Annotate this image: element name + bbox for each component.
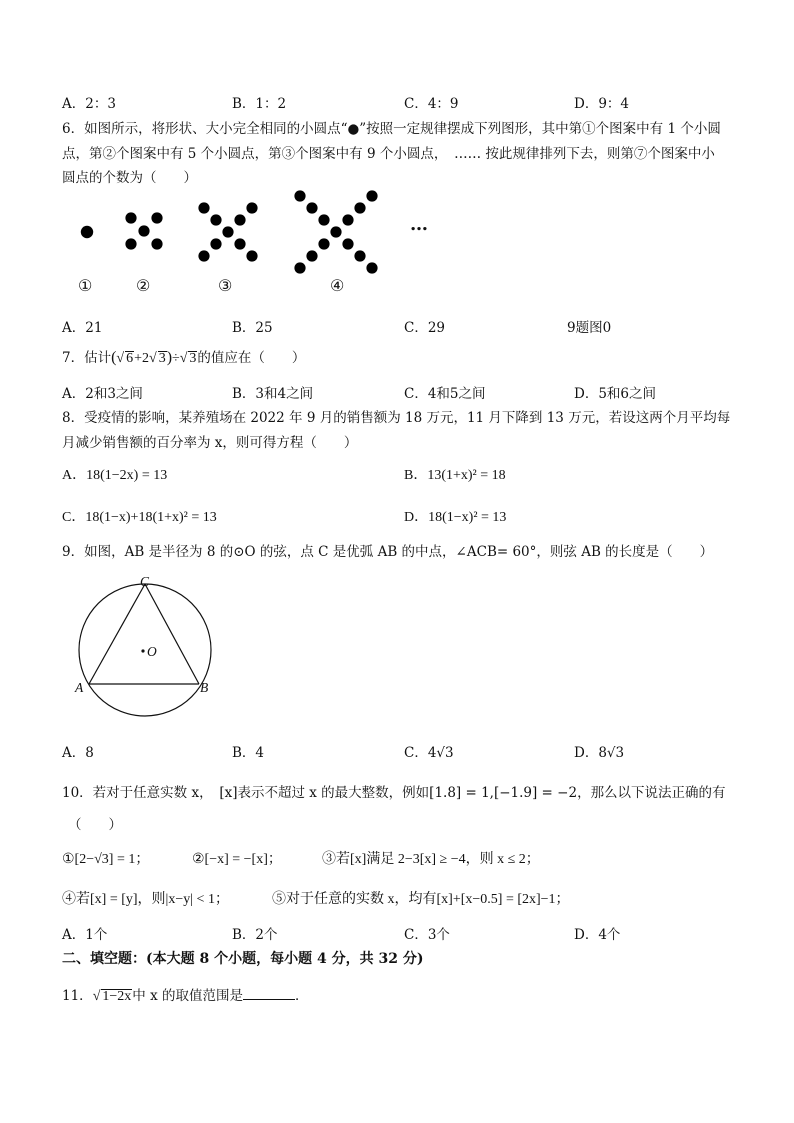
q6-text-line3: 圆点的个数为（ ） [62,170,197,186]
q7-option-b: B．3和4之间 [232,386,314,402]
q8-option-c: C．18(1−x)+18(1+x)² = 13 [62,510,217,525]
q5-option-a: A．2：3 [62,96,116,112]
q10-statement-4: ④若[x] = [y]，则|x−y| < 1； [62,892,229,907]
q5-option-c: C．4：9 [404,96,459,112]
q10-statement-3: ③若[x]满足 2−3[x] ≥ −4，则 x ≤ 2； [322,852,540,867]
q6-label-3: ③ [218,276,233,295]
section-title-fill-in: 二、填空题：(本大题 8 个小题，每小题 4 分，共 32 分) [62,951,424,967]
q9-text: 9．如图，AB 是半径为 8 的⊙O 的弦，点 C 是优弧 AB 的中点，∠ACB= 60°，则弦 AB 的长度是（ ） [62,544,714,560]
q6-ellipsis: … [410,214,428,235]
q7-expression: (√ 6+2√ 3)÷√ 3 [111,349,197,366]
q9-label-b: B [200,680,209,695]
q10-option-d: D．4个 [574,927,621,943]
q8-text-line2: 月减少销售额的百分率为 x，则可得方程（ ） [62,435,358,451]
q9-label-c: C [140,574,150,589]
q11-answer-blank[interactable] [243,989,295,1000]
q8-option-b: B．13(1+x)² = 18 [404,468,506,483]
pattern3 [198,202,257,261]
q6-option-a: A．21 [62,320,103,336]
q6-dot-patterns [0,0,794,320]
pattern4 [294,190,377,273]
q9-label-o: O [147,644,157,659]
q9-label-a: A [75,680,84,695]
q6-option-c: C．29 [404,320,446,336]
pattern2 [125,212,162,249]
q9-option-d: D．8√3 [574,745,625,761]
pattern1-dot [81,226,93,238]
q10-text-line1: 10．若对于任意实数 x， [x]表示不超过 x 的最大整数，例如[1.8] = 1,[−1.9] = −2，那么以下说法正确的有 [62,785,726,801]
q6-label-2: ② [136,276,151,295]
q7-question: 7．估计(√ 6+2√ 3)÷√ 3的值应在（ ） [62,349,306,366]
q10-option-b: B．2个 [232,927,278,943]
q10-statement-1: ①[2−√3] = 1； [62,852,150,867]
q10-option-a: A．1个 [62,927,108,943]
q9-option-c: C．4√3 [404,745,454,761]
q5-option-b: B．1：2 [232,96,287,112]
q10-statement-2: ②[−x] = −[x]； [192,852,282,867]
q10-text-line2: （ ） [68,817,122,833]
q11-radicand: 1−2x [102,989,132,1004]
q9-option-a: A．8 [62,745,94,761]
q6-option-d: 9题图0 [567,320,612,336]
q6-label-4: ④ [330,276,345,295]
q11-question: 11．√ 1−2x中 x 的取值范围是 ． [62,988,309,1004]
q6-label-1: ① [78,276,93,295]
q8-text-line1: 8．受疫情的影响，某养殖场在 2022 年 9 月的销售额为 18 万元，11 月下降到 13 万元，若设这两个月平均每 [62,410,731,426]
q8-option-a: A．18(1−2x) = 13 [62,468,168,483]
q10-statement-5: ⑤对于任意的实数 x，均有[x]+[x−0.5] = [2x]−1； [272,892,570,907]
circle-o [79,584,211,716]
q7-option-c: C．4和5之间 [404,386,486,402]
q9-circle-figure [0,560,260,730]
q7-option-d: D．5和6之间 [574,386,657,402]
q9-option-b: B．4 [232,745,265,761]
q8-option-d: D．18(1−x)² = 13 [404,510,507,525]
center-dot [141,649,144,652]
q10-option-c: C．3个 [404,927,450,943]
q6-option-b: B．25 [232,320,273,336]
q7-option-a: A．2和3之间 [62,386,143,402]
q6-text-line1: 6．如图所示，将形状、大小完全相同的小圆点“●”按照一定规律摆成下列图形，其中第①个图案中有 1 个小圆 [62,121,721,137]
chord-ca [89,584,145,684]
chord-cb [145,584,199,684]
q6-text-line2: 点，第②个图案中有 5 个小圆点，第③个图案中有 9 个小圆点， …… 按此规律排列下去，则第⑦个图案中小 [62,146,715,162]
q5-option-d: D．9：4 [574,96,630,112]
